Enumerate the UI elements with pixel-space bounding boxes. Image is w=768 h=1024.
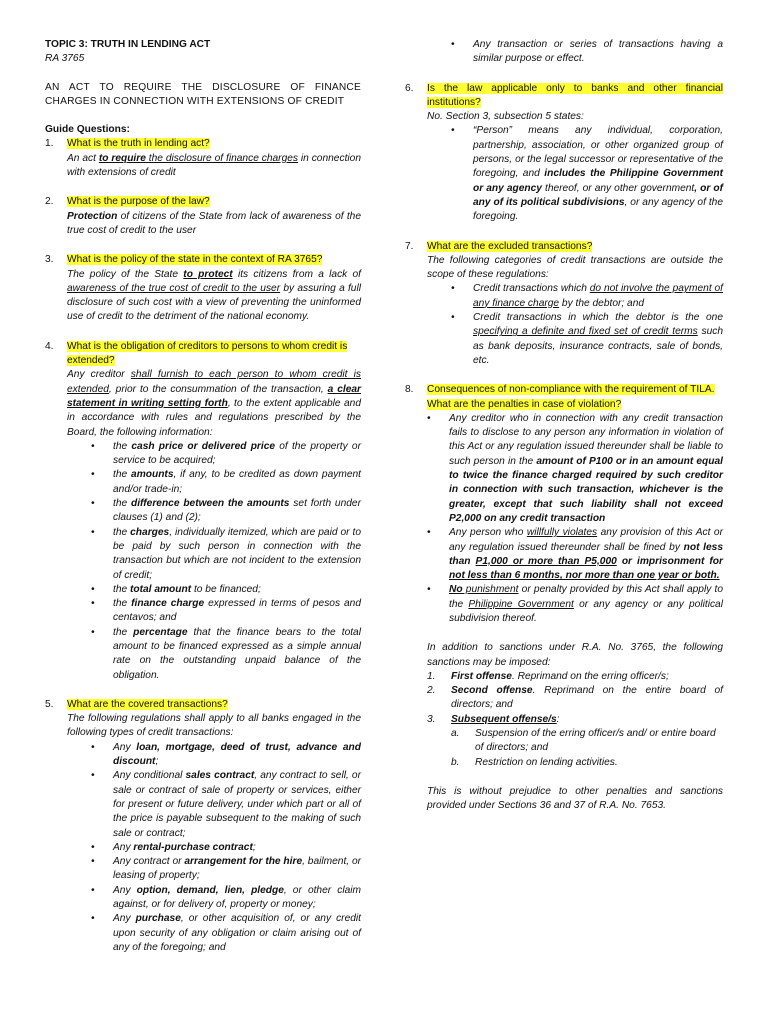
- question-text: What are the covered transactions?: [67, 698, 228, 710]
- sanction-subitem: a. Suspension of the erring officer/s and/ or entire board of directors; and: [451, 728, 716, 754]
- list-item: • Any transaction or series of transactions having a similar purpose or effect.: [451, 38, 723, 67]
- question-8: [405, 383, 723, 412]
- closing-note: This is without prejudice to other penalties and sanctions provided under Sections 36 and 37 of R.A. No. 7653.: [427, 785, 723, 812]
- question-number: 4.: [45, 340, 54, 352]
- list-item: • Credit transactions which do not involve the payment of any finance charge by the debtor; and: [451, 282, 723, 311]
- list-item: • Any person who willfully violates any provision of this Act or any regulation issued thereunder shall be fined by not less than P1,000 or more than P5,000 or imprisonment for not less than 6 months, nor more than one year or both.: [427, 526, 723, 583]
- sanction-subitem: b. Restriction on lending activities.: [451, 756, 618, 768]
- list-item: • Any rental-purchase contract;: [91, 841, 361, 855]
- question-number: 5.: [45, 698, 54, 710]
- list-item: • the percentage that the finance bears to the total amount to be financed expressed as a simple annual rate on the outstanding unpaid balance of the obligation.: [91, 626, 361, 683]
- guide-heading: Guide Questions:: [45, 124, 130, 136]
- answer-6-intro: No. Section 3, subsection 5 states:: [427, 111, 584, 123]
- question-3: [45, 253, 361, 267]
- question-4: [45, 340, 361, 369]
- answer-3: The policy of the State to protect its citizens from a lack of awareness of the true cost of credit to the user by assuring a full disclosure of such cost with a view of preventing the uninformed use of credit to the detriment of the national economy.: [67, 268, 362, 323]
- title-text: TOPIC 3: TRUTH IN LENDING ACT: [45, 39, 211, 50]
- list-item: • Any purchase, or other acquisition of, or any credit upon security of any obligation or claim arising out of any of the foregoing; and: [91, 912, 361, 955]
- question-5: [45, 698, 361, 712]
- list-item: • the amounts, if any, to be credited as down payment and/or trade-in;: [91, 468, 361, 497]
- penalties-list: [427, 412, 723, 626]
- question-text: What is the policy of the state in the context of RA 3765?: [67, 254, 323, 266]
- sanctions-intro: In addition to sanctions under R.A. No. 3765, the following sanctions may be imposed:: [427, 642, 723, 668]
- question-number: 1.: [45, 138, 54, 150]
- list-item: • Any loan, mortgage, deed of trust, advance and discount;: [91, 741, 361, 770]
- question-number: 8.: [405, 384, 414, 396]
- question-2: [45, 195, 361, 209]
- list-item: • Any contract or arrangement for the hire, bailment, or leasing of property;: [91, 855, 361, 884]
- list-item: • Credit transactions in which the debtor is the one specifying a definite and fixed set of credit terms such as bank deposits, insurance contracts, sale of bonds, etc.: [451, 311, 723, 368]
- question-text: What is the truth in lending act?: [67, 138, 210, 150]
- doc-subtitle: RA 3765: [45, 53, 85, 65]
- list-item: • Any creditor who in connection with any credit transaction fails to disclose to any person any information in violation of this Act or any regulation issued thereunder shall be liable to such person in the amount of P100 or in an amount equal to twice the finance charged required by such creditor in connection with such transaction, whichever is the greater, except that such liability shall not exceed P2,000 on any credit transaction: [427, 412, 723, 526]
- list-item: • No punishment or penalty provided by this Act shall apply to the Philippine Government or any agency or any political subdivision thereof.: [427, 583, 723, 626]
- list-item: • the difference between the amounts set forth under clauses (1) and (2);: [91, 497, 361, 526]
- obligation-list: [91, 440, 361, 683]
- covered-list: [91, 741, 361, 955]
- list-item: • the total amount to be financed;: [91, 583, 361, 597]
- person-definition-list: [451, 124, 723, 224]
- answer-4: Any creditor shall furnish to each person to whom credit is extended, prior to the consummation of the transaction, a clear statement in writing setting forth, to the extent applicable and in accordance with rules and regulations prescribed by the Board, the following information:: [67, 369, 361, 438]
- list-item: • Any conditional sales contract, any contract to sell, or sale or contract of sale of property or services, either for present or future delivery, under which part or all of the price is payable subsequent to the making of such sale or contract;: [91, 769, 361, 840]
- list-item: • “Person” means any individual, corporation, partnership, association, or other organized group of persons, or the legal successor or representative of the foregoing, and includes the Philippine Government or any agency thereof, or any other government, or of any of its political subdivisions, or any agency of the foregoing.: [451, 124, 723, 224]
- answer-5-intro: The following regulations shall apply to all banks engaged in the following types of credit transactions:: [67, 713, 361, 739]
- question-7: [405, 240, 723, 254]
- covered-list-continued: [451, 38, 723, 67]
- answer-7-intro: The following categories of credit transactions are outside the scope of these regulations:: [427, 254, 723, 281]
- question-1: [45, 137, 361, 151]
- question-number: 2.: [45, 196, 54, 208]
- answer-2: Protection of citizens of the State from lack of awareness of the true cost of credit to the user: [67, 210, 361, 236]
- question-number: 6.: [405, 82, 414, 94]
- sanction-item: 3. Subsequent offense/s:: [427, 713, 560, 725]
- list-item: • the cash price or delivered price of the property or service to be acquired;: [91, 440, 361, 469]
- sanction-item: 2. Second offense. Reprimand on the entire board of directors; and: [427, 685, 724, 711]
- question-6: [405, 82, 723, 111]
- list-item: • the finance charge expressed in terms of pesos and centavos; and: [91, 597, 361, 626]
- act-title: AN ACT TO REQUIRE THE DISCLOSURE OF FINANCE CHARGES IN CONNECTION WITH EXTENSIONS OF CREDIT: [45, 81, 361, 107]
- question-text: Consequences of non-compliance with the requirement of TILA. What are the penalties in case of violation?: [427, 384, 715, 410]
- list-item: • Any option, demand, lien, pledge, or other claim against, or for delivery of, property or money;: [91, 884, 361, 913]
- excluded-list: [451, 282, 723, 368]
- doc-title: [45, 38, 361, 52]
- sanction-item: 1. First offense. Reprimand on the erring officer/s;: [427, 670, 669, 682]
- left-column: [45, 38, 361, 955]
- list-item: • the charges, individually itemized, which are paid or to be paid by such person in connection with the transaction but which are not incident to the extension of credit;: [91, 526, 361, 583]
- question-number: 7.: [405, 240, 414, 252]
- sanctions-list: [427, 670, 723, 770]
- question-text: What is the obligation of creditors to persons to whom credit is extended?: [67, 340, 348, 367]
- question-text: What is the purpose of the law?: [67, 196, 210, 208]
- answer-1: An act to require the disclosure of finance charges in connection with extensions of credit: [67, 152, 361, 179]
- right-column: [405, 38, 723, 814]
- question-number: 3.: [45, 254, 54, 266]
- question-text: Is the law applicable only to banks and other financial institutions?: [427, 82, 723, 108]
- question-text: What are the excluded transactions?: [427, 240, 593, 252]
